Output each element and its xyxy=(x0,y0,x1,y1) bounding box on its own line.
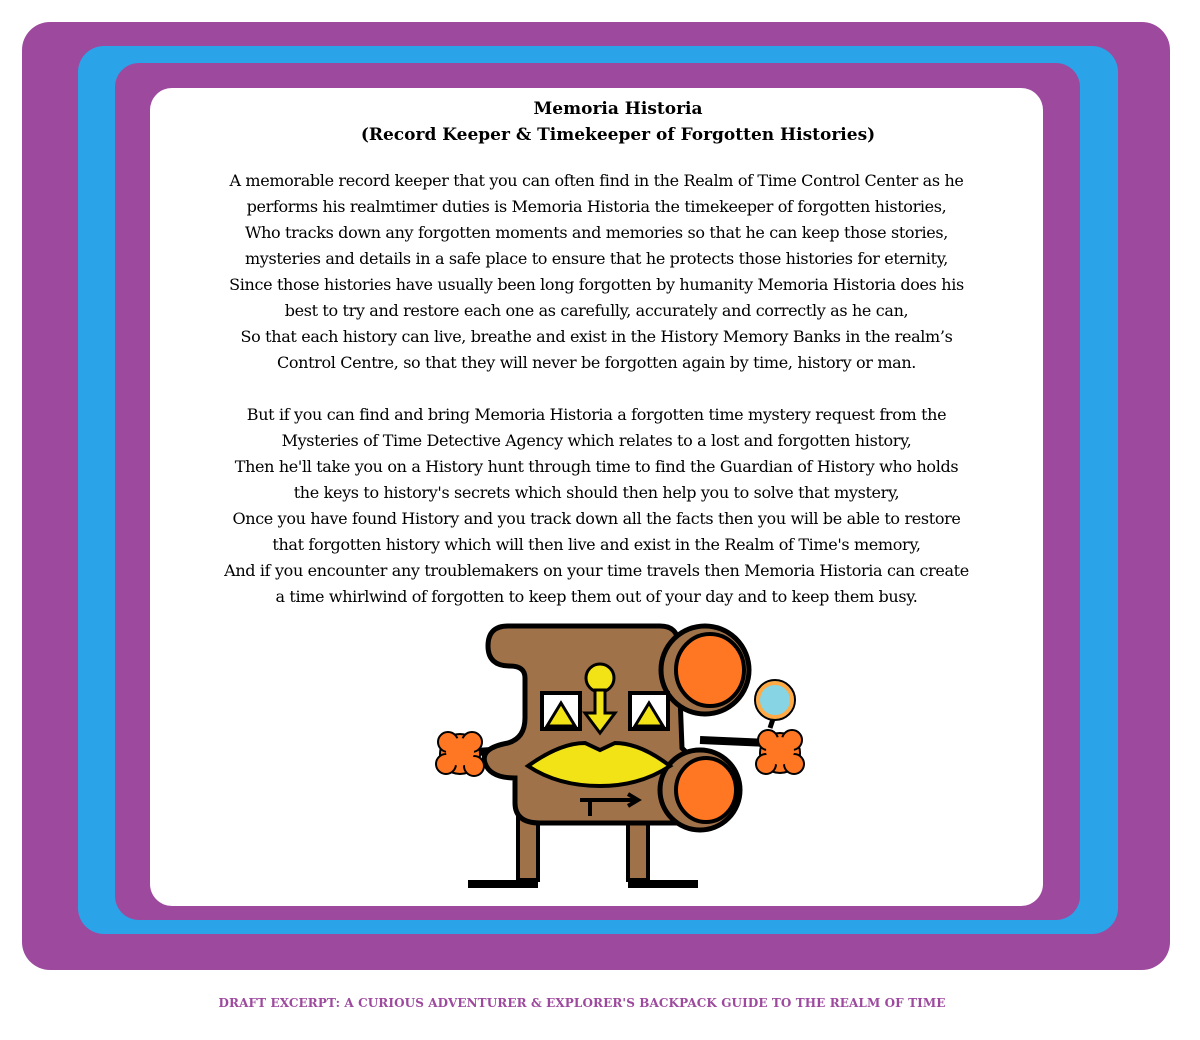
scroll-character-icon xyxy=(430,618,810,893)
title-name: Memoria Historia xyxy=(533,99,703,119)
text-line: performs his realmtimer duties is Memoria Historia the timekeeper of forgotten histories, xyxy=(246,197,947,216)
page-title xyxy=(150,96,1086,148)
text-line: Then he'll take you on a History hunt through time to find the Guardian of History who holds xyxy=(234,457,959,476)
text-line: that forgotten history which will then live and exist in the Realm of Time's memory, xyxy=(272,535,921,554)
title-subtitle: (Record Keeper & Timekeeper of Forgotten Histories) xyxy=(360,125,876,145)
text-line: best to try and restore each one as carefully, accurately and correctly as he can, xyxy=(284,301,909,320)
top-roll-end xyxy=(676,634,744,706)
text-line: mysteries and details in a safe place to ensure that he protects those histories for eternity, xyxy=(244,249,949,268)
text-line: So that each history can live, breathe and exist in the History Memory Banks in the realm’s xyxy=(240,327,953,346)
text-line: the keys to history's secrets which should then help you to solve that mystery, xyxy=(293,483,900,502)
text-line: Since those histories have usually been long forgotten by humanity Memoria Historia does his xyxy=(229,275,964,294)
magnifying-glass-icon xyxy=(755,680,795,728)
text-line: But if you can find and bring Memoria Historia a forgotten time mystery request from the xyxy=(246,405,947,424)
right-hand-pompom xyxy=(756,730,804,774)
left-hand-pompom xyxy=(436,732,484,776)
description-paragraph-2 xyxy=(150,402,1043,610)
head-bulb xyxy=(586,664,614,692)
description-paragraph-1 xyxy=(150,168,1043,376)
text-line: Control Centre, so that they will never be forgotten again by time, history or man. xyxy=(276,353,917,372)
right-foot xyxy=(628,880,698,888)
left-foot xyxy=(468,880,538,888)
footer-caption: DRAFT EXCERPT: A CURIOUS ADVENTURER & EXPLORER'S BACKPACK GUIDE TO THE REALM OF TIME xyxy=(218,996,946,1010)
right-leg xyxy=(628,818,648,880)
text-line: A memorable record keeper that you can often find in the Realm of Time Control Center as he xyxy=(229,171,964,190)
left-leg xyxy=(518,818,538,880)
text-line: a time whirlwind of forgotten to keep them out of your day and to keep them busy. xyxy=(275,587,918,606)
text-line: Once you have found History and you track down all the facts then you will be able to restore xyxy=(232,509,961,528)
bottom-roll-end xyxy=(676,758,736,822)
text-line: Mysteries of Time Detective Agency which relates to a lost and forgotten history, xyxy=(281,431,912,450)
text-line: And if you encounter any troublemakers on your time travels then Memoria Historia can create xyxy=(224,561,969,580)
text-line: Who tracks down any forgotten moments and memories so that he can keep those stories, xyxy=(244,223,948,242)
